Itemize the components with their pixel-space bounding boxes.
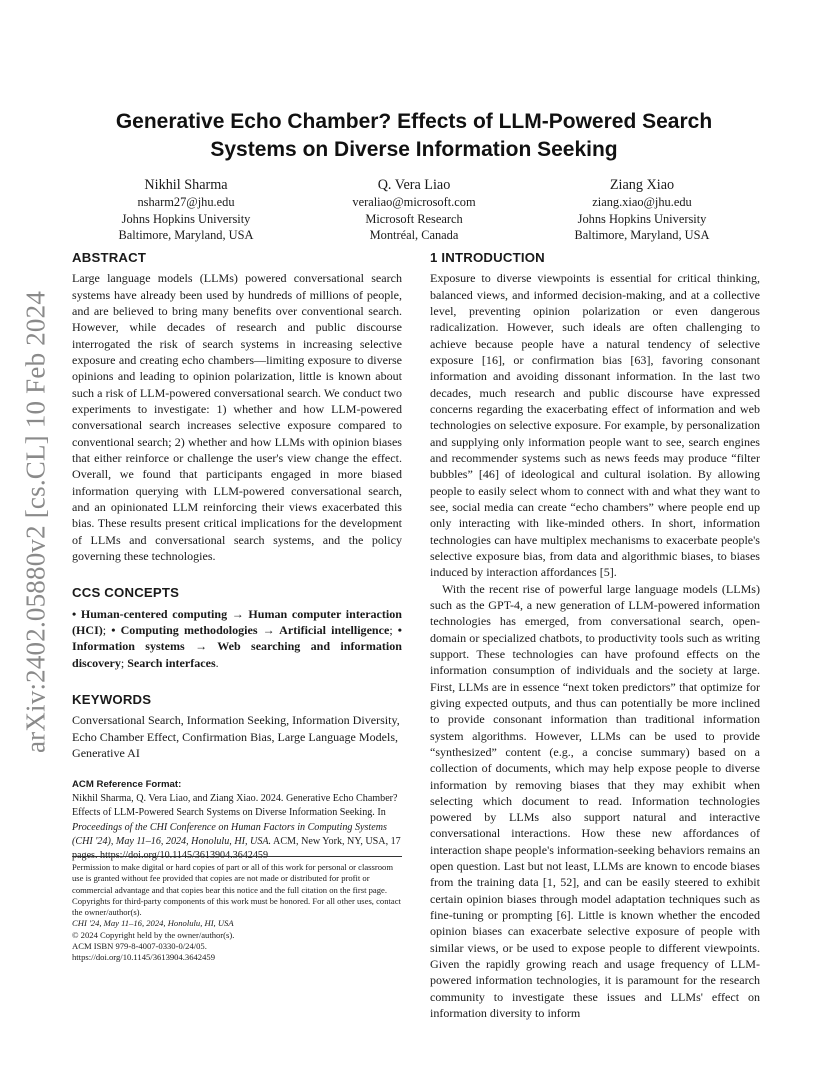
right-column (430, 250, 760, 1021)
author-name: Q. Vera Liao (377, 177, 451, 193)
author-affiliation: Johns Hopkins University (577, 211, 707, 226)
acm-reference-text: Nikhil Sharma, Q. Vera Liao, and Ziang Xiao. 2024. Generative Echo Chamber? Effects of LLM-Powered Search Systems on Diverse Information Seeking. In Proceedings of the CHI Conference on Human Factors in Computing Systems (CHI '24), May 11–16, 2024, Honolulu, HI, USA. ACM, New York, NY, USA, 17 pages. https://doi.org/10.1145/3613904.3642459 (72, 793, 401, 861)
ccs-item-1: • Human-centered computing → Human computer interaction (HCI) (72, 606, 402, 637)
author-location: Baltimore, Maryland, USA (118, 228, 254, 242)
introduction-heading: 1 INTRODUCTION (430, 250, 545, 265)
arxiv-identifier-stamp (14, 286, 58, 758)
author-name: Ziang Xiao (609, 177, 675, 193)
arxiv-id-text: arXiv:2402.05880v2 [cs.CL] 10 Feb 2024 (20, 290, 51, 754)
author-email: nsharm27@jhu.edu (137, 195, 235, 209)
abstract-heading: ABSTRACT (72, 250, 147, 265)
author-email: ziang.xiao@jhu.edu (592, 195, 692, 209)
author-block (72, 176, 756, 246)
author-name: Nikhil Sharma (144, 177, 228, 193)
ccs-heading: CCS CONCEPTS (72, 585, 180, 601)
ccs-item-3: • Information systems → Web searching and information discovery (72, 622, 403, 670)
author-affiliation: Microsoft Research (365, 211, 463, 226)
intro-paragraph-2: With the recent rise of powerful large language models (LLMs) such as the GPT-4, a new generation of LLM-powered information technologies has emerged, from conversational search, open-domain or specialized chatbots, to productivity tools such as writing support. These technologies can have profound effects on the information consumption of individuals and the society at large. First, LLMs are in essence “next token predictors” that optimize for giving expected outputs, and thus can potentially be more inclined to provide consonant information than traditional information system algorithms. However, LLMs can be used to provide “synthesized” content (e.g., a concise summary) based on a collection of documents, which may help expose people to diverse information by removing biases that they may exhibit when selecting which document to read. Information technologies powered by LLMs also support natural and interactive conversational interactions. How these new affordances of interaction shape people's information-seeking behaviors remains an open question. Last but not least, LLMs are known to encode biases from the training data [1, 52], and can be easily steered to exhibit certain opinion biases through model adaptation techniques such as fine-tuning or prompting [6]. Little is known whether the encoded opinion biases can exacerbate selective exposure of people with similar views, or be used to expose people to different viewpoints. Given the rapidly growing reach and usage frequency of LLM-powered information technologies, it is paramount for the research community to investigate these issues and LLMs' effect on information diversity to inform (430, 581, 761, 1021)
ccs-item-4: Search interfaces (127, 655, 216, 670)
acm-reference-heading: ACM Reference Format: (72, 779, 182, 791)
author-3 (528, 176, 756, 244)
author-2 (300, 176, 528, 244)
ccs-concepts: • Human-centered computing → Human computer interaction (HCI); • Computing methodologies → Artificial intelligence; • Information systems → Web searching and information discovery; Search interfaces. (72, 606, 403, 670)
isbn-line: ACM ISBN 979-8-4007-0330-0/24/05. (72, 941, 207, 952)
doi-link[interactable]: https://doi.org/10.1145/3613904.3642459 (72, 952, 215, 963)
copyright-footnote (72, 856, 402, 964)
author-email: veraliao@microsoft.com (352, 195, 476, 209)
intro-paragraph-1: Exposure to diverse viewpoints is essential for critical thinking, balanced views, and informed decision-making, and at a collective level, preventing opinion polarization or even dangerous radicalization. However, such ideals are often challenging to achieve because people have a natural tendency of selective exposure [16], or confirmation bias [63], favoring consonant information and avoiding dissonant information. In the last two decades, much research and public discourse have expressed concerns regarding the exacerbating effect of information and web technologies on selective exposure. For example, by personalization and supplying only information people want to see, search engines and recommender systems such as news feeds may produce “filter bubbles” [46] of ideological and cultural isolation. By allowing people to easily select whom to connect with and what they want to see, social media can create “echo chambers” where people end up only interacting with like-minded others. In short, information technologies can have multiplex mechanisms to exacerbate people's selective exposure bias, from data and algorithmic biases, to biases induced by interaction affordances [5]. (430, 271, 760, 580)
paper-title: Generative Echo Chamber? Effects of LLM-Powered Search Systems on Diverse Information Seeking (115, 110, 713, 161)
conference-venue: CHI '24, May 11–16, 2024, Honolulu, HI, USA (72, 918, 234, 929)
keywords-heading: KEYWORDS (72, 691, 152, 707)
proceedings-title: Proceedings of the CHI Conference on Human Factors in Computing Systems (CHI '24), May 11–16, 2024, Honolulu, HI, USA. (72, 821, 387, 847)
left-column (72, 250, 402, 863)
author-1 (72, 176, 300, 244)
author-affiliation: Johns Hopkins University (121, 211, 251, 226)
copyright-line: © 2024 Copyright held by the owner/author(s). (72, 929, 235, 940)
permission-notice: Permission to make digital or hard copies of part or all of this work for personal or classroom use is granted without fee provided that copies are not made or distributed for profit or commercial advantage and that copies bear this notice and the full citation on the first page. Copyrights for third-party components of this work must be honored. For all other uses, contact the owner/author(s). (72, 862, 401, 918)
ccs-item-2: • Computing methodologies → Artificial intelligence (111, 622, 390, 637)
author-location: Montréal, Canada (369, 228, 459, 242)
abstract-text: Large language models (LLMs) powered conversational search systems have already been used by hundreds of millions of people, and are believed to bring many benefits over conventional search. However, while decades of research and public discourse interrogated the risk of search systems in increasing selective exposure and creating echo chambers—limiting exposure to diverse opinions and leading to opinion polarization, little is known about such a risk of LLM-powered conversational search. We conduct two experiments to investigate: 1) whether and how LLM-powered conversational search increases selective exposure compared to conventional search; 2) whether and how LLMs with opinion biases that either reinforce or challenge the user's view change the effect. Overall, we found that participants engaged in more biased information querying with LLM-powered conversational search, and an opinionated LLM reinforcing their views exacerbated this bias. These results present critical implications for the development of LLMs and conversational search systems, and the policy governing these technologies. (72, 271, 402, 563)
keywords-text: Conversational Search, Information Seeking, Information Diversity, Echo Chamber Effect, Confirmation Bias, Large Language Models, Generative AI (72, 713, 400, 760)
author-location: Baltimore, Maryland, USA (574, 228, 710, 242)
